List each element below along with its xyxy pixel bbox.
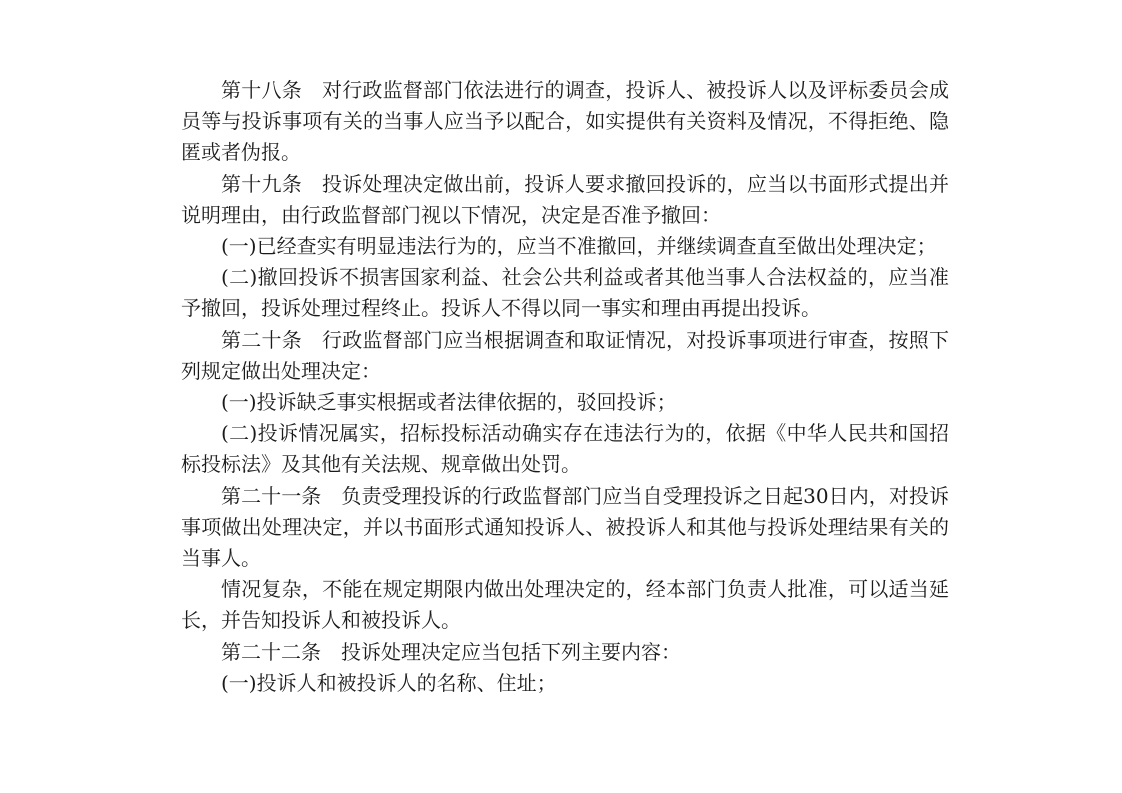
paragraph-text: (一)投诉缺乏事实根据或者法律依据的，驳回投诉；: [221, 390, 677, 415]
paragraph-text: 投诉处理决定做出前，投诉人要求撤回投诉的，应当以书面形式提出并说明理由，由行政监督部门视以下情况，决定是否准予撤回：: [181, 171, 950, 227]
article-number: 第十九条: [221, 171, 302, 196]
paragraph-text: 情况复杂，不能在规定期限内做出处理决定的，经本部门负责人批准，可以适当延长，并告知投诉人和被投诉人。: [181, 577, 949, 633]
paragraph-article-18: [181, 75, 949, 169]
paragraph-text: (二)撤回投诉不损害国家利益、社会公共利益或者其他当事人合法权益的，应当准予撤回，投诉处理过程终止。投诉人不得以同一事实和理由再提出投诉。: [181, 265, 949, 321]
paragraph-text: 负责受理投诉的行政监督部门应当自受理投诉之日起30日内，对投诉事项做出处理决定，并以书面形式通知投诉人、被投诉人和其他与投诉处理结果有关的当事人。: [181, 483, 949, 571]
article-number: 第二十一条: [221, 483, 322, 508]
paragraph-article-19: [181, 169, 949, 231]
paragraph-item: [181, 262, 949, 324]
paragraph-text: 对行政监督部门依法进行的调查，投诉人、被投诉人以及评标委员会成员等与投诉事项有关的当事人应当予以配合，如实提供有关资料及情况，不得拒绝、隐匿或者伪报。: [181, 78, 950, 165]
paragraph-continuation: [181, 574, 949, 636]
document-page: [181, 75, 949, 699]
paragraph-item: [181, 387, 949, 418]
paragraph-article-20: [181, 325, 949, 387]
article-number: 第十八条: [221, 78, 302, 102]
paragraph-item: [181, 668, 949, 699]
paragraph-text: (一)已经查实有明显违法行为的，应当不准撤回，并继续调查直至做出处理决定；: [221, 234, 937, 259]
paragraph-text: (一)投诉人和被投诉人的名称、住址；: [221, 670, 557, 695]
article-number: 第二十二条: [221, 639, 321, 664]
paragraph-text: 行政监督部门应当根据调查和取证情况，对投诉事项进行审查，按照下列规定做出处理决定：: [181, 327, 950, 383]
paragraph-article-22: [181, 637, 949, 668]
paragraph-text: (二)投诉情况属实，招标投标活动确实存在违法行为的，依据《中华人民共和国招标投标法》及其他有关法规、规章做出处罚。: [181, 421, 949, 477]
paragraph-item: [181, 418, 949, 480]
paragraph-article-21: [181, 481, 949, 575]
paragraph-item: [181, 231, 949, 262]
article-number: 第二十条: [221, 327, 302, 352]
paragraph-text: 投诉处理决定应当包括下列主要内容：: [341, 639, 681, 664]
